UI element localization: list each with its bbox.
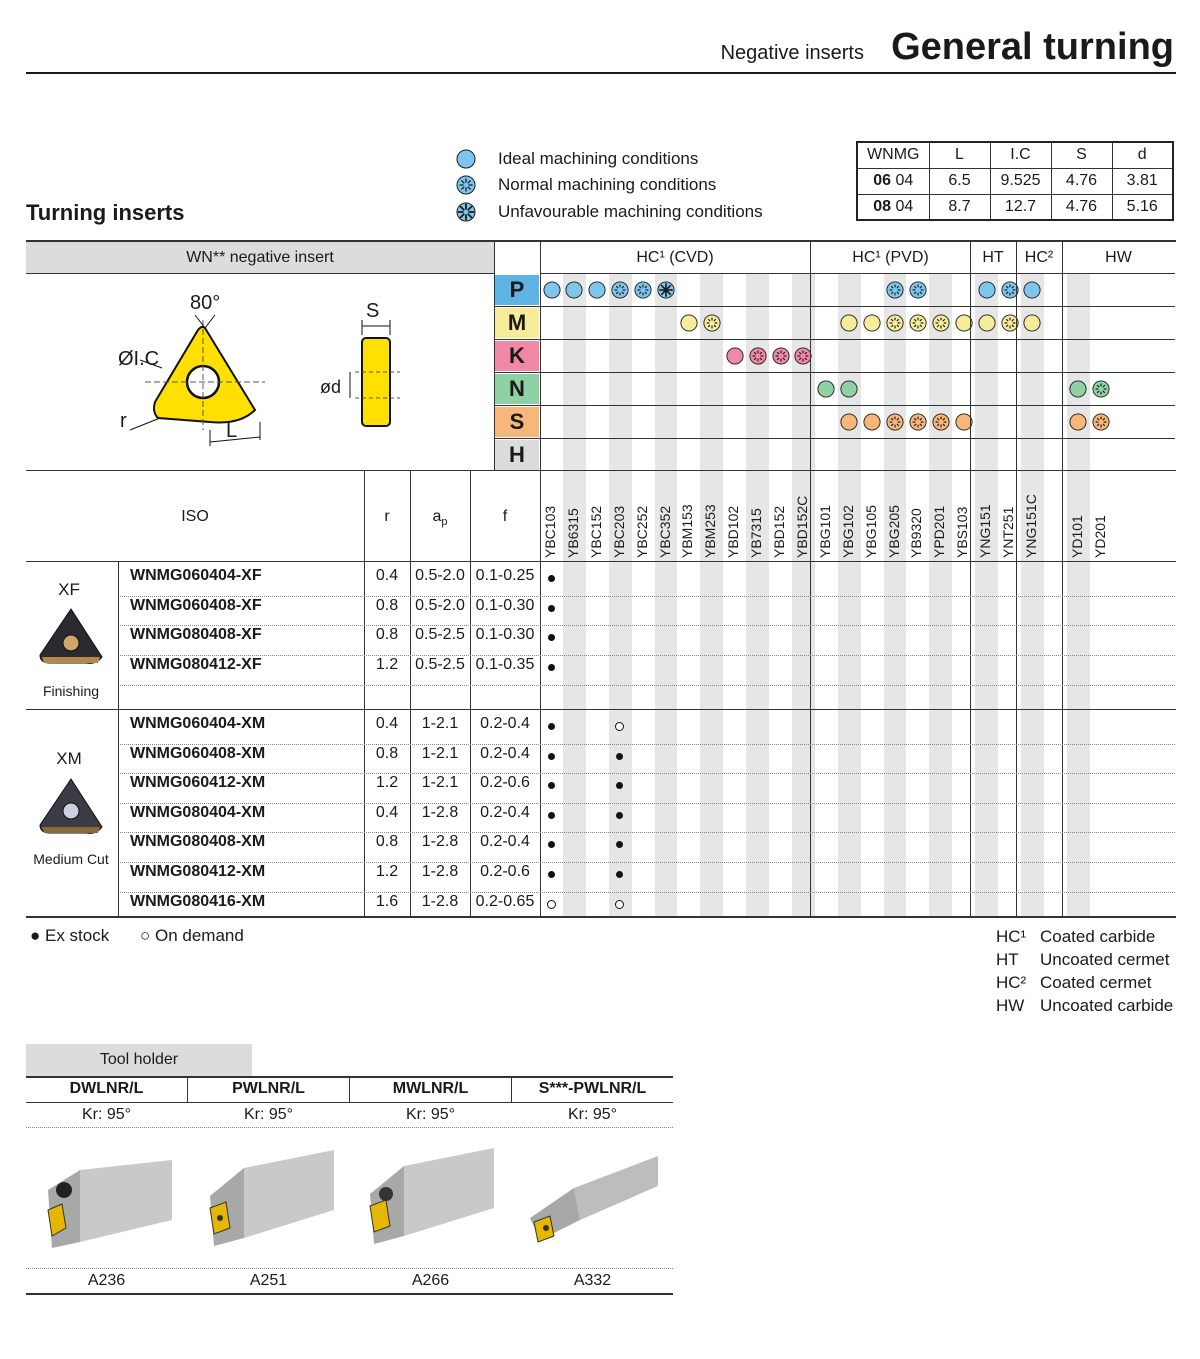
grade-header xyxy=(886,488,904,558)
grade-label: YB6315 xyxy=(564,508,581,558)
feed-rate: 0.2-0.6 xyxy=(480,774,530,791)
dim-col-header: WNMG xyxy=(857,142,929,168)
ex-stock-dot xyxy=(548,753,555,760)
iso-code: WNMG060404-XM xyxy=(130,715,266,732)
grade-header xyxy=(748,488,766,558)
feed-rate: 0.1-0.30 xyxy=(475,597,535,614)
ideal-circle-icon xyxy=(1069,380,1087,398)
ex-stock-dot xyxy=(616,812,623,819)
abbrev-code: HC¹ xyxy=(996,927,1027,946)
on-demand-dot xyxy=(615,900,624,909)
normal-circle-icon xyxy=(886,314,904,332)
legend-label: Normal machining conditions xyxy=(498,175,717,194)
corner-radius: 0.8 xyxy=(375,597,399,614)
normal-circle-icon xyxy=(886,413,904,431)
normal-circle-icon xyxy=(634,281,652,299)
grade-label: YBC203 xyxy=(610,505,627,558)
normal-circle-icon xyxy=(1092,413,1110,431)
unfavourable-circle-icon xyxy=(657,281,675,299)
grade-label: YBC103 xyxy=(542,505,558,558)
iso-code: WNMG060412-XM xyxy=(130,774,266,791)
dim-size xyxy=(857,194,929,220)
legend-unfavourable xyxy=(456,199,763,225)
iso-code: WNMG080412-XF xyxy=(130,656,262,673)
tool-holder-dotted-rule xyxy=(26,1268,673,1269)
row-dotted-rule xyxy=(120,892,1175,893)
material-row-rule xyxy=(494,438,1175,439)
hole-diameter-label: ød xyxy=(320,377,342,397)
f-header: f xyxy=(502,508,508,525)
holder-kr: Kr: 95° xyxy=(405,1106,456,1123)
grade-header xyxy=(1023,488,1041,558)
normal-circle-icon xyxy=(456,175,476,195)
dim-IC: 12.7 xyxy=(990,194,1051,220)
page-title: General turning xyxy=(891,26,1174,68)
holder-kr: Kr: 95° xyxy=(81,1106,132,1123)
feed-rate: 0.2-0.4 xyxy=(480,715,530,732)
ideal-circle-icon xyxy=(588,281,606,299)
depth-of-cut: 1-2.8 xyxy=(421,893,459,910)
normal-circle-icon xyxy=(703,314,721,332)
ex-stock-dot xyxy=(548,871,555,878)
ic-label: ØI.C xyxy=(118,348,160,370)
vline xyxy=(1062,242,1063,917)
group-hc2: HC² xyxy=(1024,249,1054,266)
dim-size-code: 06 xyxy=(873,172,892,189)
material-row-rule xyxy=(494,405,1175,406)
grade-header xyxy=(908,488,926,558)
family-code-xf: XF xyxy=(58,580,80,599)
corner-radius: 0.4 xyxy=(375,715,399,732)
grade-header xyxy=(588,488,606,558)
grade-header xyxy=(977,488,995,558)
material-row-rule xyxy=(494,339,1175,340)
ideal-circle-icon xyxy=(1023,281,1041,299)
feed-rate: 0.2-0.6 xyxy=(480,863,530,880)
table-bottom-rule xyxy=(26,916,1176,918)
grade-header xyxy=(840,488,858,558)
material-row-rule xyxy=(494,306,1175,307)
iso-header: ISO xyxy=(181,508,209,525)
depth-of-cut: 1-2.1 xyxy=(421,774,459,791)
grade-header xyxy=(611,488,629,558)
iso-code: WNMG080408-XF xyxy=(130,626,262,643)
iso-code: WNMG060404-XF xyxy=(130,567,262,584)
ideal-circle-icon xyxy=(840,413,858,431)
depth-of-cut: 1-2.8 xyxy=(421,863,459,880)
grade-label: YNT251 xyxy=(1000,506,1016,558)
depth-of-cut: 1-2.8 xyxy=(421,833,459,850)
ideal-circle-icon xyxy=(726,347,744,365)
dim-d: 3.81 xyxy=(1112,168,1173,194)
feed-rate: 0.2-0.4 xyxy=(480,804,530,821)
grade-label: YD101 xyxy=(1068,515,1085,558)
grade-label: YBC252 xyxy=(633,505,650,558)
abbrev-code: HW xyxy=(996,996,1025,1015)
tool-holder-name-rule xyxy=(26,1102,673,1103)
grade-header xyxy=(817,488,835,558)
dim-S: 4.76 xyxy=(1051,194,1112,220)
depth-of-cut: 1-2.1 xyxy=(421,745,459,762)
normal-circle-icon xyxy=(611,281,629,299)
holder-page-ref[interactable]: A251 xyxy=(249,1272,288,1289)
holder-page-ref[interactable]: A266 xyxy=(411,1272,450,1289)
feed-rate: 0.2-0.65 xyxy=(475,893,535,910)
ideal-circle-icon xyxy=(840,314,858,332)
grade-header xyxy=(565,488,583,558)
material-N: N xyxy=(495,374,539,404)
iso-code: WNMG080412-XM xyxy=(130,863,266,880)
holder-name: PWLNR/L xyxy=(232,1080,305,1097)
unfavourable-circle-icon xyxy=(456,202,476,222)
grade-label: YNG151C xyxy=(1022,494,1039,558)
grade-label: YBG102 xyxy=(839,505,856,558)
depth-of-cut: 0.5-2.5 xyxy=(415,656,465,673)
thickness-label: S xyxy=(366,300,380,322)
ap-header-main: a xyxy=(432,508,442,525)
abbrev-code: HC² xyxy=(996,973,1027,992)
dim-col-header: I.C xyxy=(990,142,1051,168)
corner-radius: 0.8 xyxy=(375,745,399,762)
angle-label: 80° xyxy=(190,292,221,314)
holder-name: S***-PWLNR/L xyxy=(538,1080,647,1097)
corner-radius: 1.2 xyxy=(375,863,399,880)
row-dotted-rule xyxy=(120,803,1175,804)
row-dotted-rule xyxy=(120,655,1175,656)
grade-label: YNG151 xyxy=(977,504,994,558)
grade-header xyxy=(634,488,652,558)
material-S: S xyxy=(495,407,539,437)
corner-radius: 1.2 xyxy=(375,656,399,673)
corner-radius: 0.8 xyxy=(375,833,399,850)
dwlnr-holder-image xyxy=(40,1150,175,1250)
family-code-xm: XM xyxy=(56,749,82,768)
group-hc1-pvd: HC¹ (PVD) xyxy=(852,249,929,266)
ex-stock-dot xyxy=(548,664,555,671)
insert-header-rule xyxy=(26,273,494,274)
abbrev-text: Uncoated cermet xyxy=(1040,950,1170,969)
ex-stock-label: Ex stock xyxy=(45,926,110,945)
depth-of-cut: 1-2.8 xyxy=(421,804,459,821)
group-hc1-cvd: HC¹ (CVD) xyxy=(636,249,714,266)
ex-stock-dot xyxy=(548,782,555,789)
ex-stock-dot xyxy=(616,871,623,878)
s-pwlnr-boring-bar-image xyxy=(524,1148,659,1248)
grade-label: YBG205 xyxy=(885,505,902,558)
holder-page-ref[interactable]: A236 xyxy=(87,1272,126,1289)
dim-size-code: 08 xyxy=(873,197,892,215)
legend-normal xyxy=(456,172,716,198)
dim-col-header: S xyxy=(1051,142,1112,168)
legend-label: Unfavourable machining conditions xyxy=(498,202,763,221)
ideal-circle-icon xyxy=(456,149,476,169)
grade-header xyxy=(702,488,720,558)
tool-holder-dotted-rule xyxy=(26,1127,673,1128)
ex-stock-legend: ● Ex stock xyxy=(30,926,110,945)
material-row-rule xyxy=(494,372,1175,373)
holder-name: DWLNR/L xyxy=(69,1080,144,1097)
ex-stock-dot xyxy=(548,841,555,848)
tool-holder-title: Tool holder xyxy=(99,1051,179,1068)
row-dotted-rule xyxy=(120,744,1175,745)
on-demand-dot xyxy=(615,722,624,731)
row-dotted-rule xyxy=(120,596,1175,597)
normal-circle-icon xyxy=(932,314,950,332)
normal-circle-icon xyxy=(909,413,927,431)
row-dotted-rule xyxy=(120,832,1175,833)
vline xyxy=(364,470,365,916)
holder-kr: Kr: 95° xyxy=(567,1106,618,1123)
normal-circle-icon xyxy=(772,347,790,365)
ideal-circle-icon xyxy=(840,380,858,398)
depth-of-cut: 1-2.1 xyxy=(421,715,459,732)
ideal-circle-icon xyxy=(863,413,881,431)
corner-radius: 1.6 xyxy=(375,893,399,910)
dim-thickness-code: 04 xyxy=(895,172,914,189)
vline xyxy=(540,242,541,917)
tool-holder-bottom-rule xyxy=(26,1293,673,1295)
group-ht: HT xyxy=(982,249,1004,266)
dim-col-header: d xyxy=(1112,142,1173,168)
iso-code: WNMG060408-XM xyxy=(130,745,266,762)
material-M: M xyxy=(495,308,539,338)
vline xyxy=(410,470,411,916)
feed-rate: 0.2-0.4 xyxy=(480,745,530,762)
grade-label: YPD201 xyxy=(931,505,948,558)
grade-header xyxy=(542,488,560,558)
row-dotted-rule xyxy=(120,685,1175,686)
abbrev-text: Coated carbide xyxy=(1040,927,1156,946)
dim-S: 4.76 xyxy=(1051,168,1112,194)
ex-stock-dot xyxy=(616,782,623,789)
iso-code: WNMG080416-XM xyxy=(130,893,266,910)
grade-label: YBC352 xyxy=(656,505,673,558)
header-bottom-rule xyxy=(26,561,1176,562)
grade-label: YB9320 xyxy=(908,508,925,558)
feed-rate: 0.1-0.25 xyxy=(475,567,535,584)
dim-IC: 9.525 xyxy=(990,168,1051,194)
group-hw: HW xyxy=(1105,249,1132,266)
mwlnr-holder-image xyxy=(364,1146,499,1246)
dimension-table xyxy=(856,141,1174,221)
grade-header xyxy=(771,488,789,558)
grade-label: YBC152 xyxy=(587,505,604,558)
ideal-circle-icon xyxy=(1069,413,1087,431)
ex-stock-dot xyxy=(548,812,555,819)
radius-label: r xyxy=(120,410,127,432)
ex-stock-dot xyxy=(616,753,623,760)
holder-name: MWLNR/L xyxy=(392,1080,469,1097)
vline xyxy=(970,242,971,917)
ex-stock-dot xyxy=(616,841,623,848)
drawing-bottom-rule xyxy=(26,470,1176,471)
ideal-circle-icon xyxy=(565,281,583,299)
corner-radius: 1.2 xyxy=(375,774,399,791)
row-dotted-rule xyxy=(120,773,1175,774)
normal-circle-icon xyxy=(909,314,927,332)
material-K: K xyxy=(495,341,539,371)
material-H: H xyxy=(495,440,539,470)
dim-L: 8.7 xyxy=(929,194,990,220)
grade-header xyxy=(679,488,697,558)
ideal-circle-icon xyxy=(543,281,561,299)
ex-stock-dot xyxy=(548,634,555,641)
row-dotted-rule xyxy=(120,862,1175,863)
pwlnr-holder-image xyxy=(204,1148,339,1248)
grade-label: YBD152 xyxy=(771,505,787,558)
family-desc-xm: Medium Cut xyxy=(33,851,109,867)
r-header: r xyxy=(384,508,390,525)
iso-code: WNMG060408-XF xyxy=(130,597,262,614)
vline xyxy=(1016,242,1017,917)
corner-radius: 0.8 xyxy=(375,626,399,643)
ideal-circle-icon xyxy=(863,314,881,332)
group-header-rule xyxy=(540,273,1175,274)
ex-stock-dot xyxy=(548,605,555,612)
vline xyxy=(470,470,471,916)
vline xyxy=(494,242,495,470)
depth-of-cut: 0.5-2.0 xyxy=(415,597,465,614)
grade-header xyxy=(931,488,949,558)
normal-circle-icon xyxy=(932,413,950,431)
xm-insert-image xyxy=(36,775,106,837)
grade-label: YBM153 xyxy=(679,504,696,558)
grade-header xyxy=(863,488,881,558)
feed-rate: 0.2-0.4 xyxy=(480,833,530,850)
dim-size xyxy=(857,168,929,194)
family-divider-rule xyxy=(26,709,1176,710)
xf-insert-image xyxy=(36,605,106,667)
ideal-circle-icon xyxy=(1023,314,1041,332)
dim-row xyxy=(857,194,1173,220)
grade-header xyxy=(725,488,743,558)
dim-header-row xyxy=(857,142,1173,168)
table-top-rule xyxy=(26,240,1176,242)
depth-of-cut: 0.5-2.5 xyxy=(415,626,465,643)
grade-header xyxy=(657,488,675,558)
ideal-circle-icon xyxy=(978,314,996,332)
vline xyxy=(810,242,811,917)
normal-circle-icon xyxy=(1092,380,1110,398)
depth-of-cut: 0.5-2.0 xyxy=(415,567,465,584)
header-subtitle: Negative inserts xyxy=(720,42,864,64)
family-desc-xf: Finishing xyxy=(42,683,100,699)
grade-label: YD201 xyxy=(1091,515,1108,558)
ex-stock-dot xyxy=(548,575,555,582)
ex-stock-dot xyxy=(548,723,555,730)
legend-ideal xyxy=(456,146,698,172)
abbrev-text: Uncoated carbide xyxy=(1040,996,1174,1015)
dim-d: 5.16 xyxy=(1112,194,1173,220)
abbrev-code: HT xyxy=(996,950,1019,969)
ideal-circle-icon xyxy=(978,281,996,299)
normal-circle-icon xyxy=(886,281,904,299)
ideal-circle-icon xyxy=(680,314,698,332)
legend-label: Ideal machining conditions xyxy=(498,149,699,168)
iso-code: WNMG080408-XM xyxy=(130,833,266,850)
dim-L: 6.5 xyxy=(929,168,990,194)
length-label: L xyxy=(226,420,238,442)
feed-rate: 0.1-0.30 xyxy=(475,626,535,643)
grade-label: YBM253 xyxy=(702,504,719,558)
normal-circle-icon xyxy=(909,281,927,299)
dim-row xyxy=(857,168,1173,194)
ap-header-sub: p xyxy=(441,516,448,529)
insert-header: WN** negative insert xyxy=(186,249,334,266)
iso-code: WNMG080404-XM xyxy=(130,804,266,821)
vline xyxy=(118,561,119,916)
grade-header xyxy=(1069,488,1087,558)
row-dotted-rule xyxy=(120,625,1175,626)
holder-page-ref[interactable]: A332 xyxy=(573,1272,612,1289)
on-demand-dot xyxy=(547,900,556,909)
grade-label: YBD102 xyxy=(725,505,742,558)
grade-label: YBS103 xyxy=(954,506,971,558)
corner-radius: 0.4 xyxy=(375,567,399,584)
grade-label: YBG101 xyxy=(816,505,833,558)
feed-rate: 0.1-0.35 xyxy=(475,656,535,673)
grade-header xyxy=(1092,488,1110,558)
abbrev-text: Coated cermet xyxy=(1040,973,1152,992)
on-demand-legend: ○ On demand xyxy=(140,926,244,945)
header-rule xyxy=(26,72,1176,74)
grade-label: YBG105 xyxy=(862,505,879,558)
corner-radius: 0.4 xyxy=(375,804,399,821)
dim-thickness-code: 04 xyxy=(895,197,914,215)
on-demand-label: On demand xyxy=(155,926,244,945)
grade-label: YBD152C xyxy=(793,495,810,558)
ap-header xyxy=(410,508,470,528)
normal-circle-icon xyxy=(749,347,767,365)
material-P: P xyxy=(495,275,539,305)
section-title: Turning inserts xyxy=(26,200,185,225)
holder-kr: Kr: 95° xyxy=(243,1106,294,1123)
dim-col-header: L xyxy=(929,142,990,168)
ideal-circle-icon xyxy=(817,380,835,398)
grade-label: YB7315 xyxy=(748,508,765,558)
